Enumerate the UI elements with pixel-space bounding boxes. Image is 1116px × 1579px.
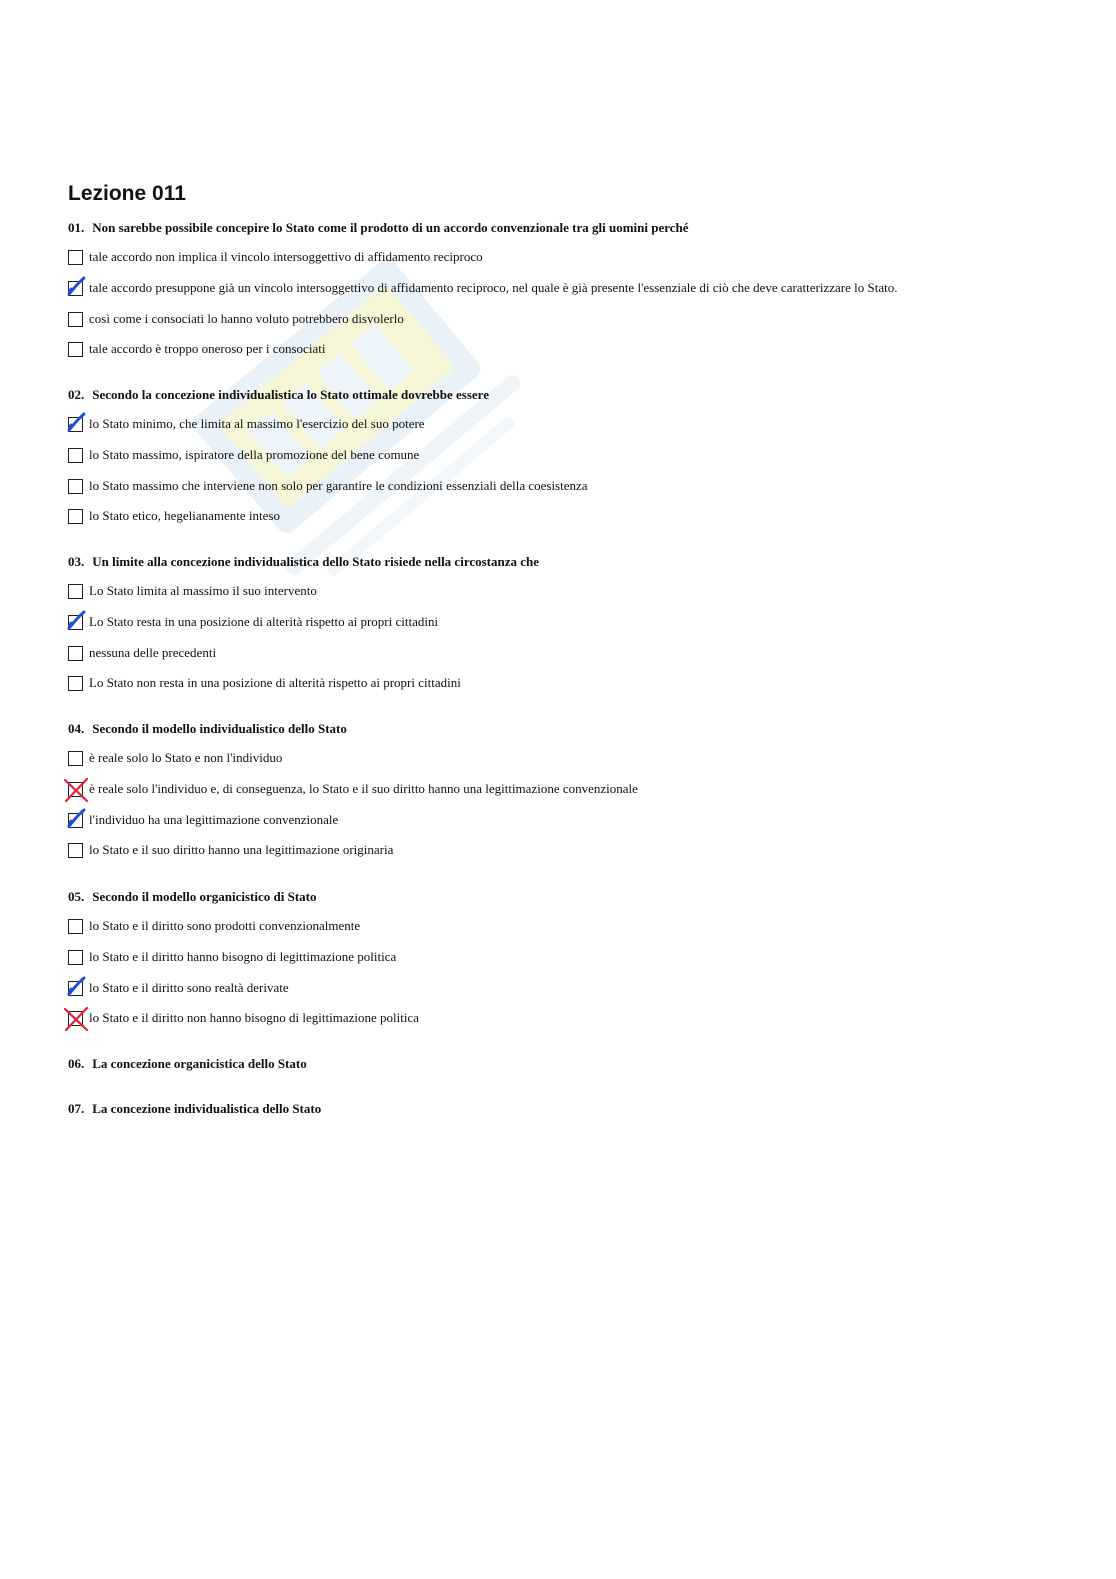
question-text [68,386,489,404]
question-prompt: La concezione individualistica dello Stato [92,1101,322,1116]
question-number: 06. [68,1056,85,1071]
question-prompt: La concezione organicistica dello Stato [92,1056,307,1071]
answer-option [68,1009,419,1027]
answer-checkbox[interactable] [68,448,83,463]
answer-option [68,446,419,464]
answer-label: Lo Stato limita al massimo il suo intervento [89,583,317,598]
cross-mark-icon [63,1006,89,1032]
answer-label: lo Stato etico, hegelianamente inteso [89,508,280,523]
question-number: 04. [68,721,85,736]
answer-label: Lo Stato non resta in una posizione di alterità rispetto ai propri cittadini [89,675,461,690]
answer-label: l'individuo ha una legittimazione convenzionale [89,812,339,827]
answer-checkbox[interactable] [68,919,83,934]
answer-option [68,674,461,692]
question-prompt: Non sarebbe possibile concepire lo Stato come il prodotto di un accordo convenzionale tra gli uomini perché [92,220,689,235]
answer-checkbox[interactable] [68,417,83,432]
answer-option [68,780,638,798]
answer-label: è reale solo lo Stato e non l'individuo [89,750,283,765]
question-prompt: Secondo il modello organicistico di Stato [92,889,317,904]
answer-checkbox[interactable] [68,250,83,265]
answer-option [68,613,438,631]
answer-checkbox[interactable] [68,312,83,327]
answer-option [68,811,338,829]
answer-checkbox[interactable] [68,950,83,965]
question-number: 07. [68,1101,85,1116]
question-prompt: Secondo la concezione individualistica lo Stato ottimale dovrebbe essere [92,387,489,402]
answer-option [68,248,483,266]
answer-label: lo Stato e il diritto sono realtà derivate [89,980,289,995]
answer-option [68,415,425,433]
answer-option [68,340,325,358]
answer-label: tale accordo non implica il vincolo intersoggettivo di affidamento reciproco [89,249,483,264]
question-text [68,888,317,906]
answer-label: lo Stato massimo, ispiratore della promozione del bene comune [89,447,420,462]
answer-checkbox[interactable] [68,981,83,996]
answer-label: lo Stato minimo, che limita al massimo l'esercizio del suo potere [89,416,425,431]
cross-mark-icon [63,777,89,803]
answer-option [68,979,289,997]
question-number: 03. [68,554,85,569]
answer-checkbox[interactable] [68,342,83,357]
answer-option [68,582,317,600]
answer-label: lo Stato e il diritto sono prodotti convenzionalmente [89,918,361,933]
question-text [68,219,689,237]
answer-label: lo Stato e il suo diritto hanno una legittimazione originaria [89,842,394,857]
checkmark-icon [66,610,88,632]
answer-option [68,644,216,662]
answer-checkbox[interactable] [68,843,83,858]
question-number: 01. [68,220,85,235]
answer-checkbox[interactable] [68,676,83,691]
answer-label: lo Stato e il diritto non hanno bisogno di legittimazione politica [89,1010,420,1025]
answer-label: è reale solo l'individuo e, di conseguenza, lo Stato e il suo diritto hanno una legittimazione convenzionale [89,781,638,796]
answer-option [68,749,282,767]
answer-label: tale accordo presuppone già un vincolo intersoggettivo di affidamento reciproco, nel quale è già presente l'essenziale di ciò che deve caratterizzare lo Stato. [89,280,898,295]
answer-option [68,917,360,935]
page-title: Lezione 011 [68,182,186,205]
question-number: 02. [68,387,85,402]
answer-checkbox[interactable] [68,509,83,524]
question-prompt: Un limite alla concezione individualistica dello Stato risiede nella circostanza che [92,554,540,569]
answer-checkbox[interactable] [68,615,83,630]
question-text [68,1055,307,1073]
question-text [68,720,347,738]
answer-checkbox[interactable] [68,751,83,766]
answer-label: tale accordo è troppo oneroso per i consociati [89,341,326,356]
answer-label: nessuna delle precedenti [89,645,217,660]
question-number: 05. [68,889,85,904]
answer-checkbox[interactable] [68,479,83,494]
answer-label: lo Stato massimo che interviene non solo per garantire le condizioni essenziali della coesistenza [89,478,588,493]
checkmark-icon [66,808,88,830]
question-text [68,1100,321,1118]
answer-checkbox[interactable] [68,584,83,599]
answer-checkbox[interactable] [68,1011,83,1026]
checkmark-icon [66,412,88,434]
answer-label: Lo Stato resta in una posizione di alterità rispetto ai propri cittadini [89,614,439,629]
answer-option [68,507,280,525]
question-prompt: Secondo il modello individualistico dello Stato [92,721,347,736]
answer-checkbox[interactable] [68,281,83,296]
answer-option [68,948,396,966]
question-text [68,553,539,571]
checkmark-icon [66,276,88,298]
answer-checkbox[interactable] [68,782,83,797]
checkmark-icon [66,976,88,998]
answer-option [68,279,898,297]
answer-option [68,477,588,495]
answer-label: così come i consociati lo hanno voluto potrebbero disvolerlo [89,311,404,326]
answer-checkbox[interactable] [68,813,83,828]
answer-label: lo Stato e il diritto hanno bisogno di legittimazione politica [89,949,397,964]
answer-checkbox[interactable] [68,646,83,661]
answer-option [68,841,393,859]
answer-option [68,310,404,328]
